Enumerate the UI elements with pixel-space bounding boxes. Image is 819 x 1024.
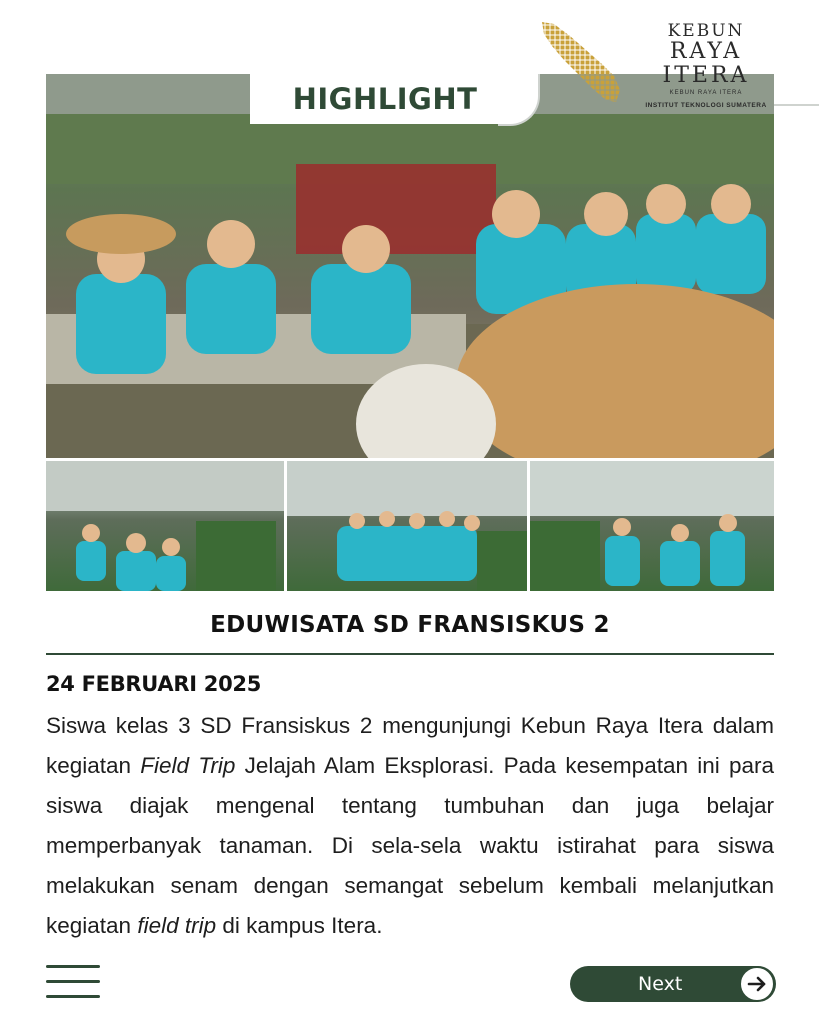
- main-photo: [46, 74, 774, 458]
- body-em1: Field Trip: [140, 753, 236, 778]
- highlight-tab: [250, 74, 520, 124]
- strip-photo-1: [46, 461, 284, 591]
- body-part2: Jelajah Alam Eksplorasi. Pada kesempatan ini para siswa diajak mengenal tentang tumbuhan dan juga belajar memperbanyak tanaman. Di sela-sela waktu istirahat para siswa melakukan senam dengan semangat sebelum kembali melanjutkan kegiatan: [46, 753, 774, 938]
- article-date: 24 FEBRUARI 2025: [46, 672, 262, 696]
- sumatra-map-icon: [540, 20, 622, 104]
- next-label: Next: [638, 973, 683, 995]
- strip-photo-3: [530, 461, 774, 591]
- body-part3: di kampus Itera.: [216, 913, 383, 938]
- strip-photo-2: [287, 461, 527, 591]
- title-divider: [46, 653, 774, 655]
- highlight-label: HIGHLIGHT: [292, 82, 478, 116]
- next-button[interactable]: [570, 966, 776, 1002]
- menu-icon[interactable]: [46, 965, 100, 999]
- logo-line1: KEBUN: [667, 21, 745, 41]
- article-title: EDUWISATA SD FRANSISKUS 2: [210, 612, 610, 638]
- logo-institution: INSTITUT TEKNOLOGI SUMATERA: [645, 102, 767, 109]
- body-part1: Siswa kelas 3 SD Fransiskus 2 mengunjungi Kebun Raya Itera dalam kegiatan: [46, 713, 774, 778]
- article-body: [46, 706, 774, 946]
- kebun-raya-itera-logo: [636, 21, 776, 109]
- logo-line2: RAYA ITERA: [662, 39, 750, 88]
- arrow-right-icon: [740, 967, 774, 1001]
- logo-subline: KEBUN RAYA ITERA: [669, 90, 743, 96]
- body-em2: field trip: [137, 913, 217, 938]
